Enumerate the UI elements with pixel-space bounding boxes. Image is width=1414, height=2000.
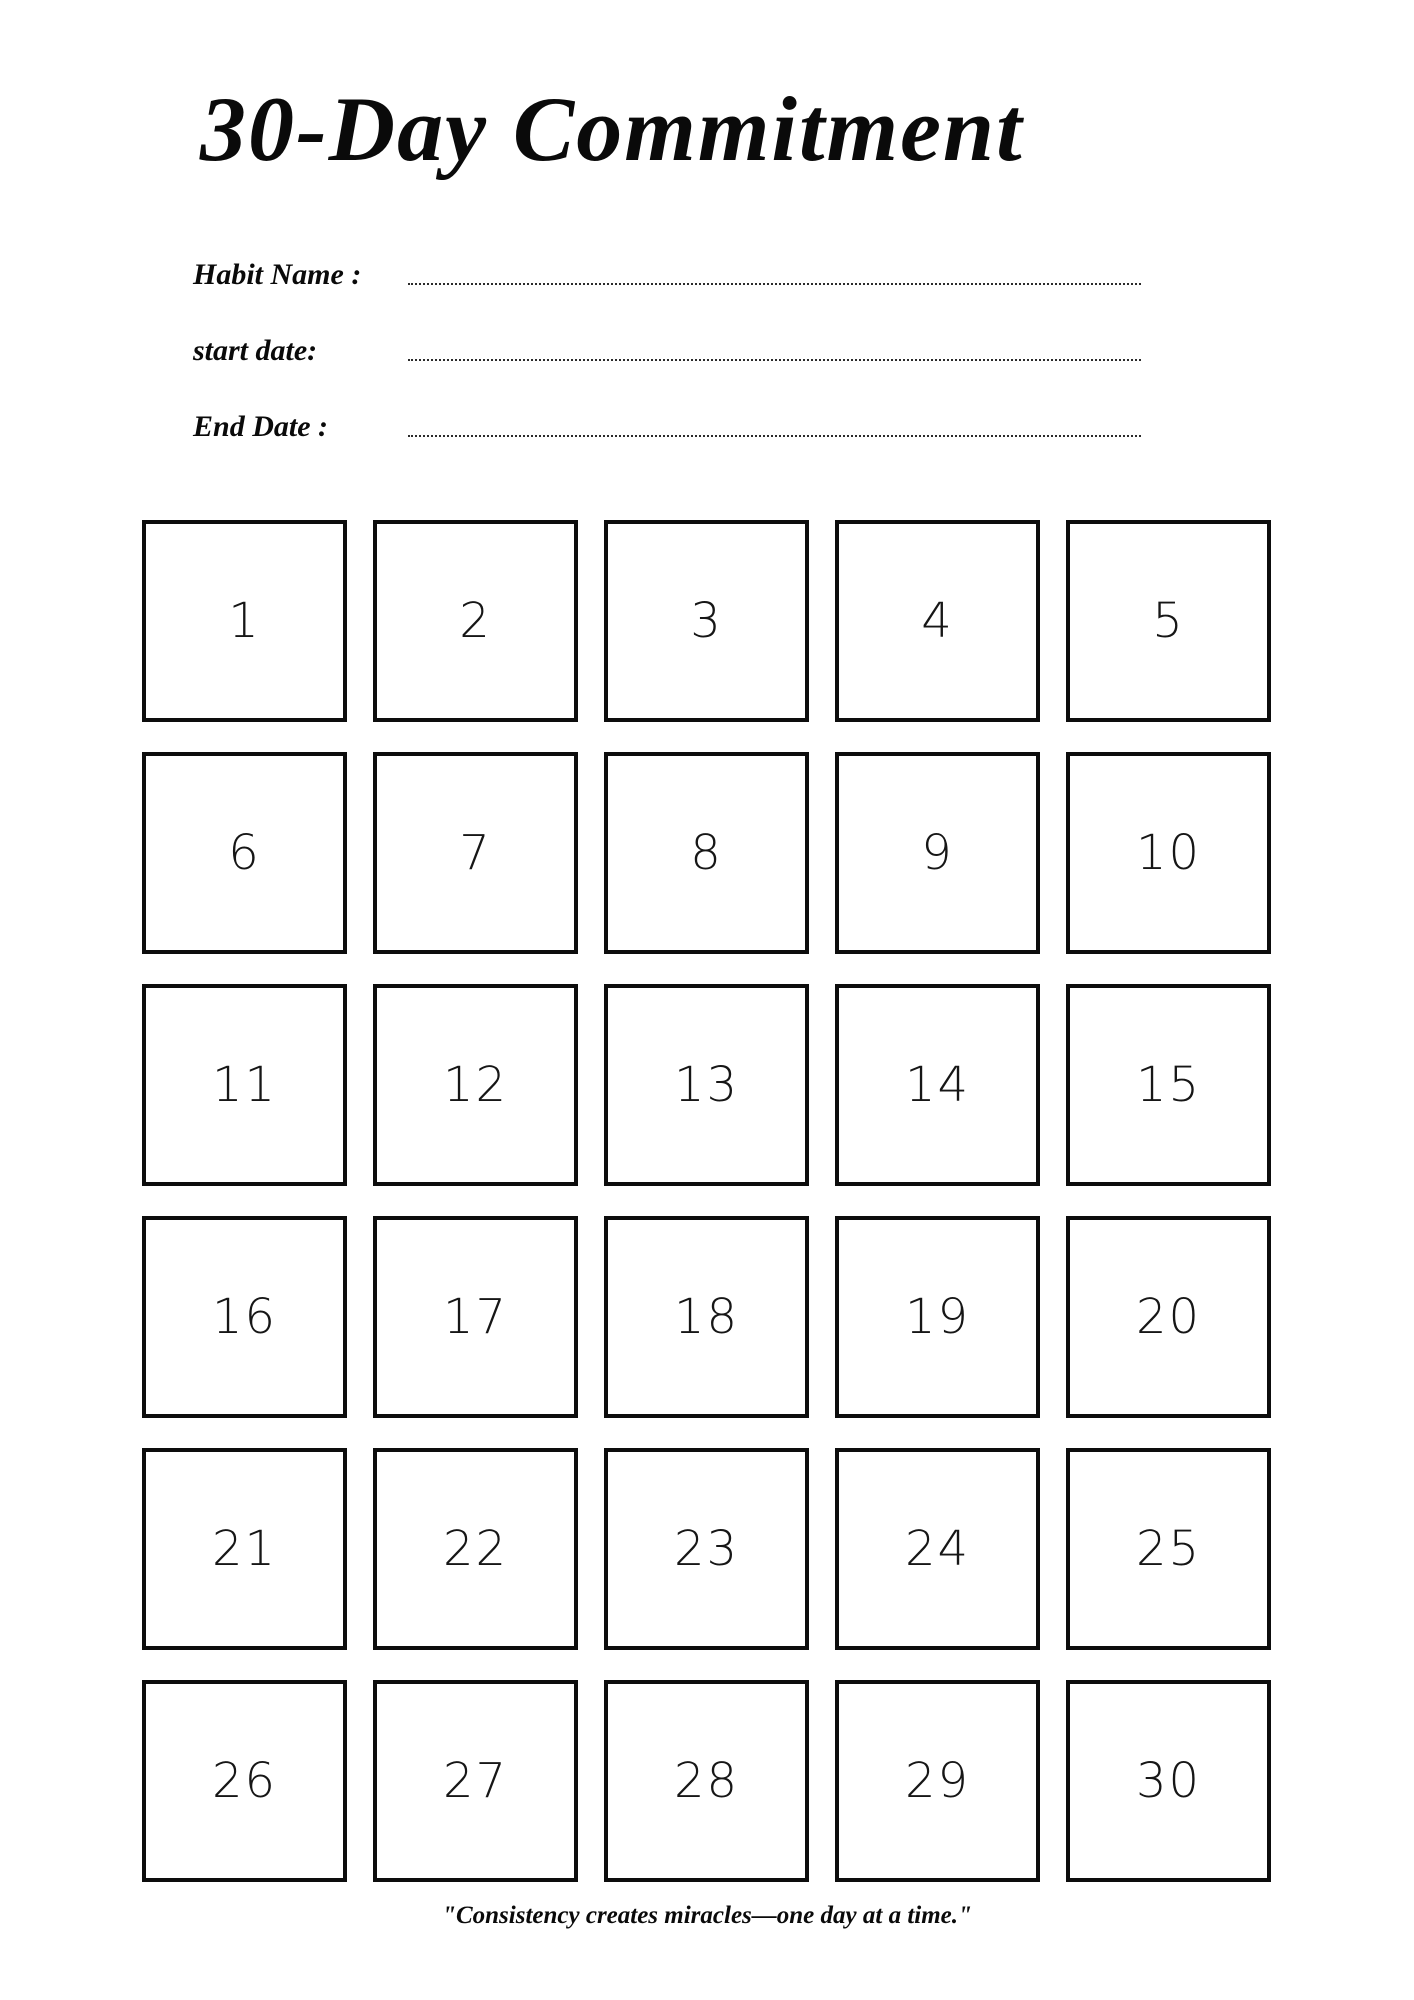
day-cell-23[interactable]: 23 (604, 1448, 809, 1650)
day-cell-17[interactable]: 17 (373, 1216, 578, 1418)
form-fields (193, 237, 1143, 465)
day-cell-20[interactable]: 20 (1066, 1216, 1271, 1418)
day-cell-28[interactable]: 28 (604, 1680, 809, 1882)
motivational-quote: "Consistency creates miracles—one day at a time." (442, 1902, 972, 1929)
day-cell-3[interactable]: 3 (604, 520, 809, 722)
field-row-end-date (193, 389, 1143, 465)
day-cell-26[interactable]: 26 (142, 1680, 347, 1882)
day-cell-18[interactable]: 18 (604, 1216, 809, 1418)
day-cell-25[interactable]: 25 (1066, 1448, 1271, 1650)
day-cell-6[interactable]: 6 (142, 752, 347, 954)
day-cell-13[interactable]: 13 (604, 984, 809, 1186)
page-title: 30-Day Commitment (200, 78, 1024, 180)
day-cell-15[interactable]: 15 (1066, 984, 1271, 1186)
day-cell-21[interactable]: 21 (142, 1448, 347, 1650)
day-cell-30[interactable]: 30 (1066, 1680, 1271, 1882)
end-date-write-line[interactable] (408, 435, 1141, 437)
habit-name-label: Habit Name : (193, 258, 362, 291)
habit-name-write-line[interactable] (408, 283, 1141, 285)
start-date-label: start date: (193, 334, 318, 367)
day-cell-29[interactable]: 29 (835, 1680, 1040, 1882)
day-cell-24[interactable]: 24 (835, 1448, 1040, 1650)
field-row-habit-name (193, 237, 1143, 313)
day-cell-7[interactable]: 7 (373, 752, 578, 954)
day-cell-1[interactable]: 1 (142, 520, 347, 722)
day-cell-2[interactable]: 2 (373, 520, 578, 722)
day-cell-16[interactable]: 16 (142, 1216, 347, 1418)
day-cell-9[interactable]: 9 (835, 752, 1040, 954)
day-cell-5[interactable]: 5 (1066, 520, 1271, 722)
day-cell-19[interactable]: 19 (835, 1216, 1040, 1418)
day-cell-11[interactable]: 11 (142, 984, 347, 1186)
start-date-write-line[interactable] (408, 359, 1141, 361)
end-date-label: End Date : (193, 410, 328, 443)
day-cell-10[interactable]: 10 (1066, 752, 1271, 954)
day-grid (142, 520, 1271, 1882)
day-cell-12[interactable]: 12 (373, 984, 578, 1186)
day-cell-22[interactable]: 22 (373, 1448, 578, 1650)
day-cell-27[interactable]: 27 (373, 1680, 578, 1882)
day-cell-14[interactable]: 14 (835, 984, 1040, 1186)
field-row-start-date (193, 313, 1143, 389)
day-cell-4[interactable]: 4 (835, 520, 1040, 722)
day-cell-8[interactable]: 8 (604, 752, 809, 954)
